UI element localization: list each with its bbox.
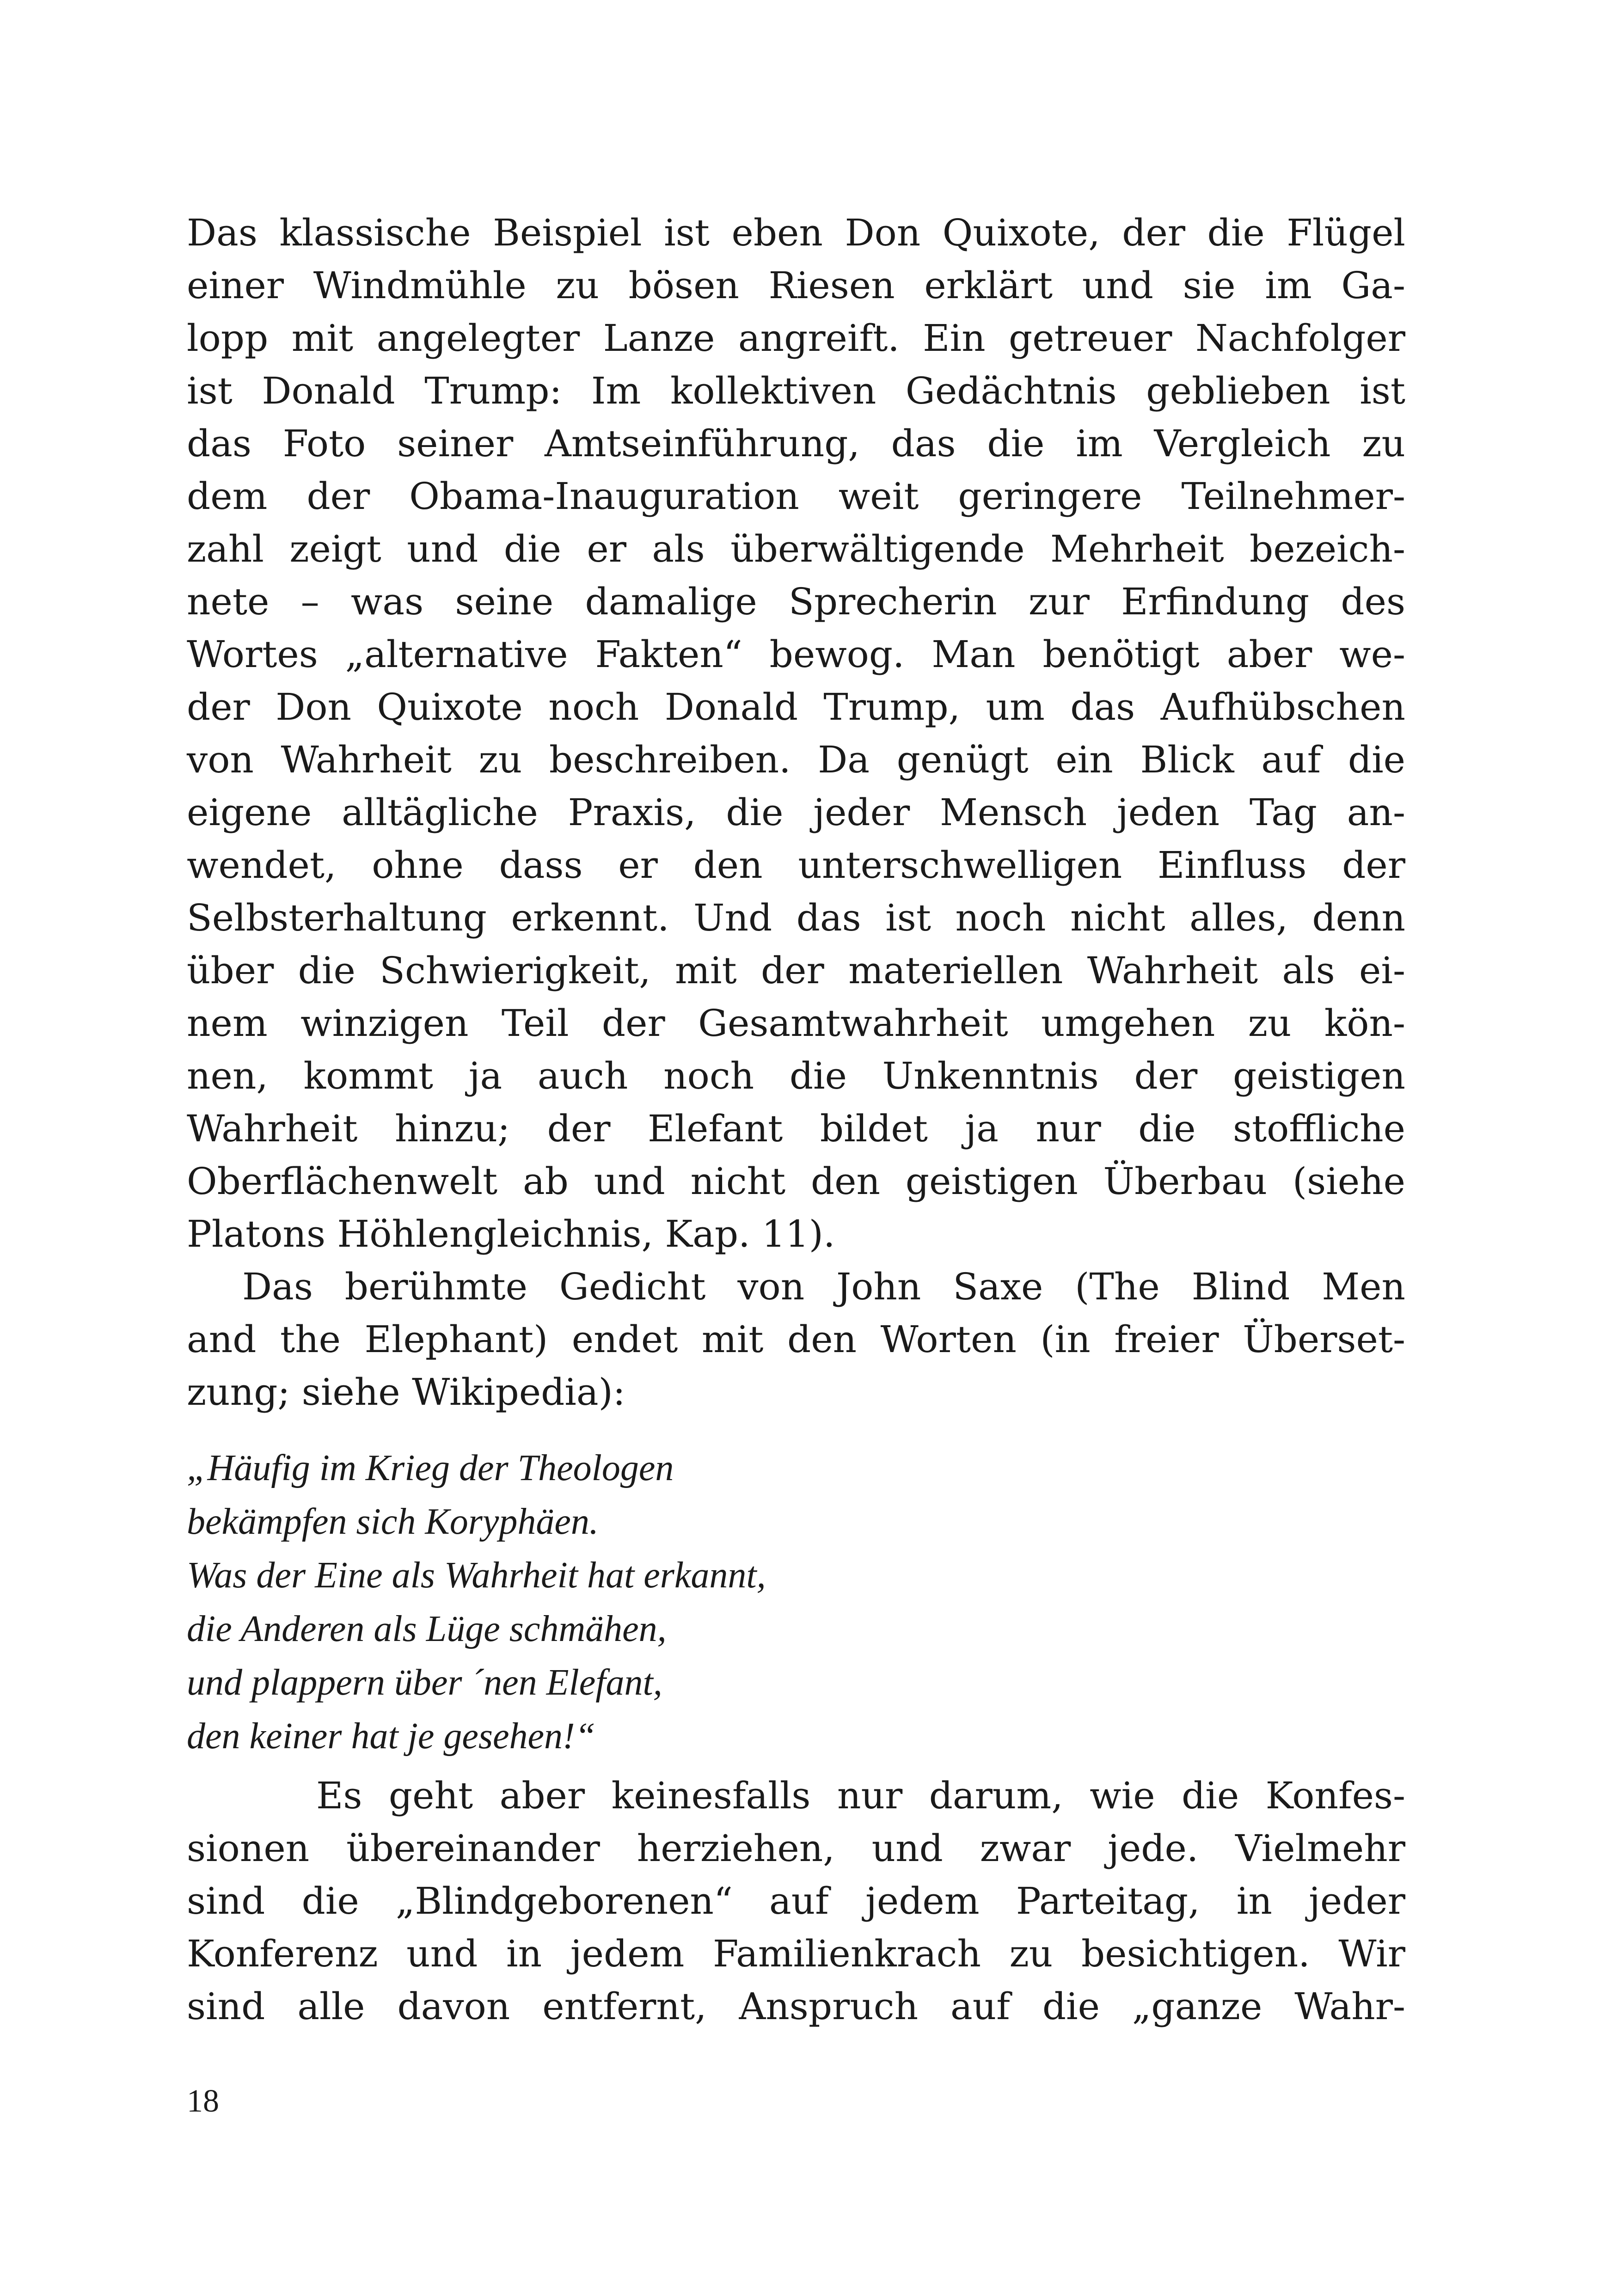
text-line: zung; siehe Wikipedia): bbox=[187, 1371, 625, 1414]
page-number: 18 bbox=[187, 2083, 219, 2119]
text-line: Oberflächenwelt ab und nicht den geistigen Überbau (siehe bbox=[187, 1160, 1405, 1203]
poem-line: den keiner hat je gesehen!“ bbox=[187, 1716, 596, 1757]
text-line: das Foto seiner Amtseinführung, das die im Vergleich zu bbox=[187, 422, 1405, 465]
text-line: Konferenz und in jedem Familienkrach zu besichtigen. Wir bbox=[187, 1932, 1405, 1975]
poem-quote bbox=[187, 1441, 1405, 1763]
poem-line: und plappern über ´nen Elefant, bbox=[187, 1662, 662, 1703]
text-line: ist Donald Trump: Im kollektiven Gedächtnis geblieben ist bbox=[187, 369, 1405, 412]
text-line: Es geht aber keinesfalls nur darum, wie die Konfes- bbox=[316, 1774, 1405, 1817]
text-line: einer Windmühle zu bösen Riesen erklärt und sie im Ga- bbox=[187, 264, 1405, 307]
text-line: Das berühmte Gedicht von John Saxe (The Blind Men bbox=[242, 1265, 1405, 1308]
text-line: sind alle davon entfernt, Anspruch auf die „ganze Wahr- bbox=[187, 1985, 1405, 2028]
text-line: sionen übereinander herziehen, und zwar jede. Vielmehr bbox=[187, 1827, 1405, 1870]
text-line: Wahrheit hinzu; der Elefant bildet ja nur die stoffliche bbox=[187, 1107, 1405, 1150]
text-line: Wortes „alternative Fakten“ bewog. Man benötigt aber we- bbox=[187, 633, 1405, 676]
text-line: dem der Obama-Inauguration weit geringere Teilnehmer- bbox=[187, 475, 1405, 518]
text-line: nem winzigen Teil der Gesamtwahrheit umgehen zu kön- bbox=[187, 1002, 1405, 1045]
paragraph-2 bbox=[187, 1261, 1405, 1419]
text-line: über die Schwierigkeit, mit der materiellen Wahrheit als ei- bbox=[187, 949, 1405, 992]
text-line: der Don Quixote noch Donald Trump, um das Aufhübschen bbox=[187, 686, 1405, 729]
poem-line: die Anderen als Lüge schmähen, bbox=[187, 1609, 667, 1649]
poem-line: bekämpfen sich Koryphäen. bbox=[187, 1501, 599, 1542]
text-line: nete – was seine damalige Sprecherin zur Erfindung des bbox=[187, 580, 1405, 623]
text-line: zahl zeigt und die er als überwältigende Mehrheit bezeich- bbox=[187, 527, 1405, 570]
paragraph-1 bbox=[187, 207, 1405, 1261]
text-line: Platons Höhlengleichnis, Kap. 11). bbox=[187, 1212, 835, 1255]
text-line: Das klassische Beispiel ist eben Don Quixote, der die Flügel bbox=[187, 211, 1405, 254]
text-line: sind die „Blindgeborenen“ auf jedem Parteitag, in jeder bbox=[187, 1880, 1405, 1923]
text-line: von Wahrheit zu beschreiben. Da genügt ein Blick auf die bbox=[187, 738, 1405, 781]
paragraph-3 bbox=[187, 1769, 1405, 2033]
text-line: lopp mit angelegter Lanze angreift. Ein getreuer Nachfolger bbox=[187, 317, 1405, 360]
text-line: Selbsterhaltung erkennt. Und das ist noch nicht alles, denn bbox=[187, 896, 1405, 939]
text-line: wendet, ohne dass er den unterschwelligen Einfluss der bbox=[187, 844, 1405, 887]
text-line: nen, kommt ja auch noch die Unkenntnis der geistigen bbox=[187, 1054, 1405, 1097]
text-line: eigene alltägliche Praxis, die jeder Mensch jeden Tag an- bbox=[187, 791, 1405, 834]
text-line: and the Elephant) endet mit den Worten (in freier Überset- bbox=[187, 1318, 1405, 1361]
poem-line: „Häufig im Krieg der Theologen bbox=[187, 1448, 674, 1488]
poem-line: Was der Eine als Wahrheit hat erkannt, bbox=[187, 1555, 766, 1596]
